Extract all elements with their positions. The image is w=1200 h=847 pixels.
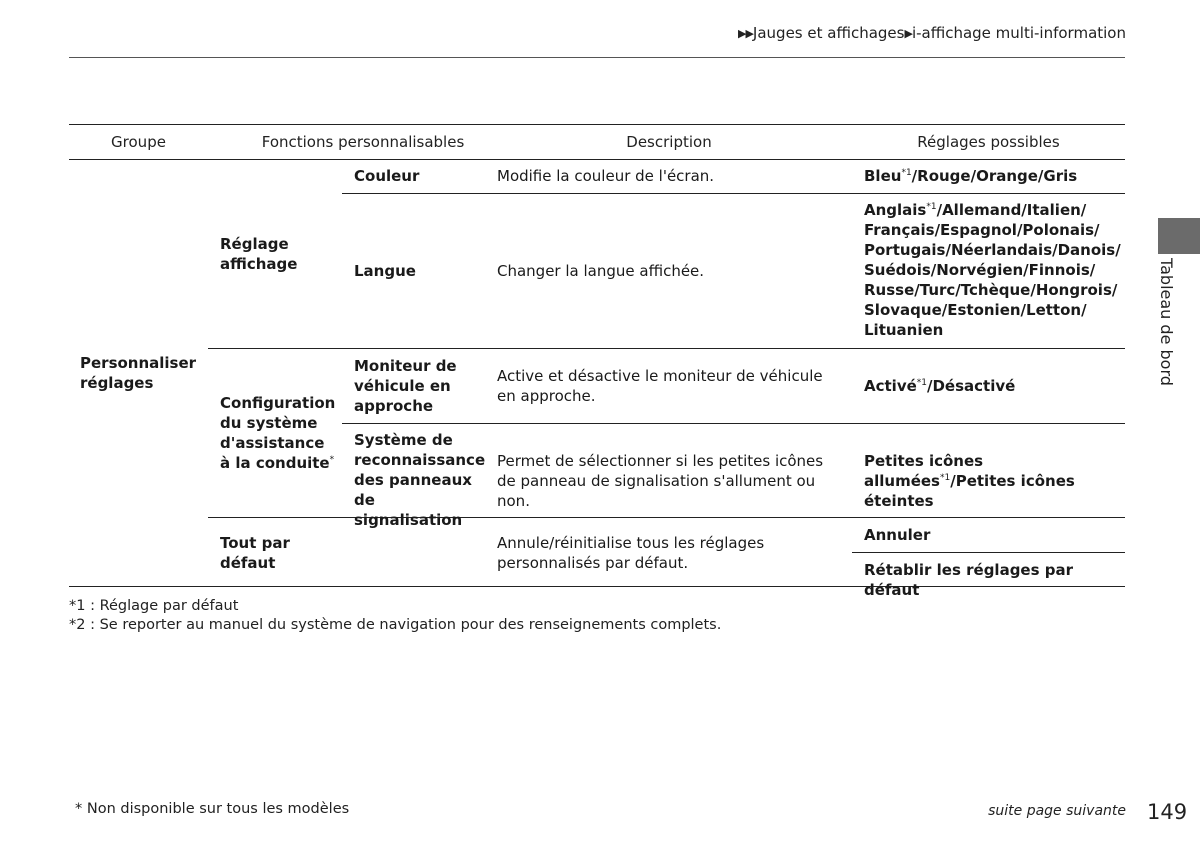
- row-rule: [342, 193, 1125, 194]
- continue-note: suite page suivante: [988, 803, 1126, 819]
- section-tab-marker: [1158, 218, 1200, 254]
- function-couleur: Couleur: [354, 167, 420, 185]
- options-couleur: Bleu$^{*1}$/Rouge/Orange/Gris: [864, 167, 1078, 185]
- function-moniteur: Moniteur de véhicule en approche: [354, 357, 457, 415]
- subgroup-display: Réglage affichage: [220, 235, 298, 273]
- row-rule: [342, 423, 1125, 424]
- row-rule: [852, 552, 1125, 553]
- page-number: 149: [1147, 800, 1188, 824]
- header-settings: Réglages possibles: [917, 133, 1060, 151]
- option-annuler: Annuler: [864, 526, 931, 544]
- header-group: Groupe: [111, 133, 166, 151]
- unavailable-mark: *: [329, 455, 335, 465]
- description-moniteur: Active et désactive le moniteur de véhicule en approche.: [497, 367, 823, 405]
- table-header-rule: [69, 159, 1125, 160]
- group-label: Personnaliser réglages: [80, 354, 197, 392]
- row-rule: [208, 348, 1125, 349]
- description-panneaux: Permet de sélectionner si les petites icônes de panneau de signalisation s'allument ou non.: [497, 452, 824, 510]
- header-description: Description: [626, 133, 712, 151]
- section-tab-label: Tableau de bord: [1157, 258, 1176, 386]
- options-panneaux: Petites icônes allumées$^{*1}$/Petites icônes éteintes: [864, 452, 1075, 510]
- description-reset: Annule/réinitialise tous les réglages personnalisés par défaut.: [497, 534, 765, 572]
- row-rule: [208, 517, 1125, 518]
- footnote-2: *2 : Se reporter au manuel du système de navigation pour des renseignements complets.: [69, 617, 722, 633]
- double-arrow-icon: ▶▶: [738, 27, 753, 40]
- options-moniteur: Activé$^{*1}$/Désactivé: [864, 377, 1016, 395]
- options-langue: Anglais$^{*1}$/Allemand/Italien/ Français/Espagnol/Polonais/ Portugais/Néerlandais/Danois/ Suédois/Norvégien/Finnois/ Russe/Turc/Tchèque/Hongrois/ Slovaque/Estonien/Letton/ Lituanien: [864, 201, 1121, 339]
- table-top-rule: [69, 124, 1125, 125]
- description-couleur: Modifie la couleur de l'écran.: [497, 167, 715, 185]
- function-langue: Langue: [354, 262, 416, 280]
- footnotes: [69, 597, 721, 635]
- header-rule: [69, 57, 1125, 58]
- breadcrumb-item-gauges[interactable]: Jauges et affichages: [752, 24, 905, 42]
- footnote-1: *1 : Réglage par défaut: [69, 598, 239, 614]
- arrow-icon: ▶: [904, 27, 912, 40]
- breadcrumb-item-multi-info[interactable]: i-affichage multi-information: [911, 24, 1126, 42]
- option-retablir: Rétablir les réglages par défaut: [864, 561, 1074, 599]
- availability-note: * Non disponible sur tous les modèles: [75, 801, 350, 817]
- subgroup-reset: Tout par défaut: [220, 534, 290, 572]
- description-langue: Changer la langue affichée.: [497, 262, 705, 280]
- breadcrumb: [738, 24, 1126, 42]
- header-functions: Fonctions personnalisables: [261, 133, 465, 151]
- function-panneaux: Système de reconnaissance des panneaux de signalisation: [354, 431, 486, 529]
- subgroup-assist: Configuration du système d'assistance à la conduite*: [220, 394, 336, 472]
